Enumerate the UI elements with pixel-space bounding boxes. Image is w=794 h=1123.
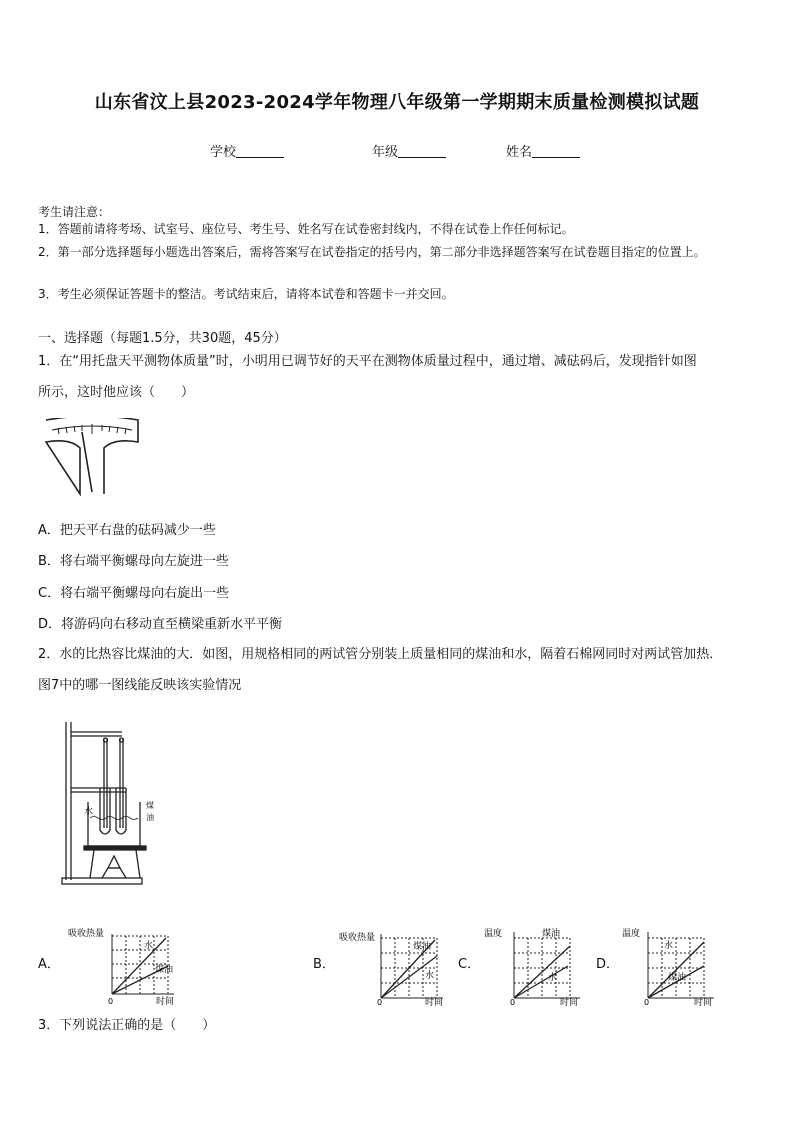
grade-field: [372, 141, 446, 160]
graph-a-xlabel: 时间: [156, 997, 175, 1006]
graph-b-ylabel: 吸收热量: [339, 933, 376, 943]
name-blank: [532, 144, 580, 158]
graph-a-label: A．: [38, 957, 60, 972]
balance-pointer-figure: [44, 418, 140, 496]
graph-c: [480, 922, 590, 1006]
graph-b-upper-line-label: 煤油: [413, 942, 432, 952]
question-2-stem: 2．水的比热容比煤油的大．如图，用规格相同的两试管分别装上质量相同的煤油和水，隔着石棉网同时对两试管加热．: [38, 647, 723, 662]
graph-c-xlabel: 时间: [560, 998, 579, 1006]
graph-a-origin: 0: [108, 997, 114, 1006]
graph-b-label: B．: [313, 957, 335, 972]
graph-d-upper-line-label: 水: [664, 941, 674, 951]
graph-d-ylabel: 温度: [622, 929, 641, 939]
graph-b-origin: 0: [377, 998, 383, 1006]
graph-a-lower-line-label: 煤油: [155, 965, 174, 975]
graph-c-label: C．: [458, 957, 481, 972]
notice-item: 3．考生必须保证答题卡的整洁。考试结束后，请将本试卷和答题卡一并交回。: [38, 287, 454, 301]
graph-b: [335, 926, 460, 1006]
graph-b-xlabel: 时间: [425, 998, 444, 1006]
question-1-option-c: C．将右端平衡螺母向右旋出一些: [38, 586, 230, 601]
question-2-stem-cont: 图7中的哪一图线能反映该实验情况: [38, 678, 242, 693]
name-label: 姓名: [506, 145, 533, 160]
question-1-stem-cont: 所示，这时他应该（ ）: [38, 385, 195, 400]
school-field: [210, 141, 284, 160]
graph-c-ylabel: 温度: [484, 929, 503, 939]
question-1-option-a: A．把天平右盘的砝码减少一些: [38, 523, 216, 538]
page-title: 山东省汶上县2023-2024学年物理八年级第一学期期末质量检测模拟试题: [94, 92, 700, 113]
graph-d: [618, 922, 728, 1006]
name-field: [506, 141, 580, 160]
question-3-stem: 3．下列说法正确的是（ ）: [38, 1018, 216, 1033]
graph-a-upper-line-label: 水: [144, 941, 154, 951]
heating-apparatus-figure: [60, 718, 170, 888]
graph-d-lower-line-label: 煤油: [668, 973, 687, 983]
notice-item: 2．第一部分选择题每小题选出答案后，需将答案写在试卷指定的括号内，第二部分非选择题答案写在试卷题目指定的位置上。: [38, 245, 706, 259]
school-blank: [236, 144, 284, 158]
graph-c-origin: 0: [510, 998, 516, 1006]
question-1-option-b: B．将右端平衡螺母向左旋进一些: [38, 554, 229, 569]
graph-a-ylabel: 吸收热量: [68, 929, 105, 939]
grade-label: 年级: [372, 145, 399, 160]
question-1-stem: 1．在“用托盘天平测物体质量”时，小明用已调节好的天平在测物体质量过程中，通过增、减砝码后，发现指针如图: [38, 354, 697, 369]
graph-d-label: D．: [596, 957, 620, 972]
graph-c-upper-line-label: 煤油: [542, 929, 561, 939]
graph-c-lower-line-label: 水: [548, 973, 558, 983]
graph-a: [62, 926, 187, 1006]
notice-heading: 考生请注意：: [38, 205, 111, 219]
graph-d-origin: 0: [644, 998, 650, 1006]
section-heading: 一、选择题（每题1.5分，共30题，45分）: [38, 331, 287, 346]
graph-d-xlabel: 时间: [694, 998, 713, 1006]
school-label: 学校: [210, 145, 237, 160]
grade-blank: [398, 144, 446, 158]
kerosene-label-1: 煤: [146, 801, 154, 810]
kerosene-label-2: 油: [146, 813, 154, 822]
notice-item: 1．答题前请将考场、试室号、座位号、考生号、姓名写在试卷密封线内，不得在试卷上作任何标记。: [38, 222, 574, 236]
question-1-option-d: D．将游码向右移动直至横梁重新水平平衡: [38, 617, 283, 632]
water-label: 水: [84, 807, 94, 817]
graph-b-lower-line-label: 水: [425, 971, 435, 981]
